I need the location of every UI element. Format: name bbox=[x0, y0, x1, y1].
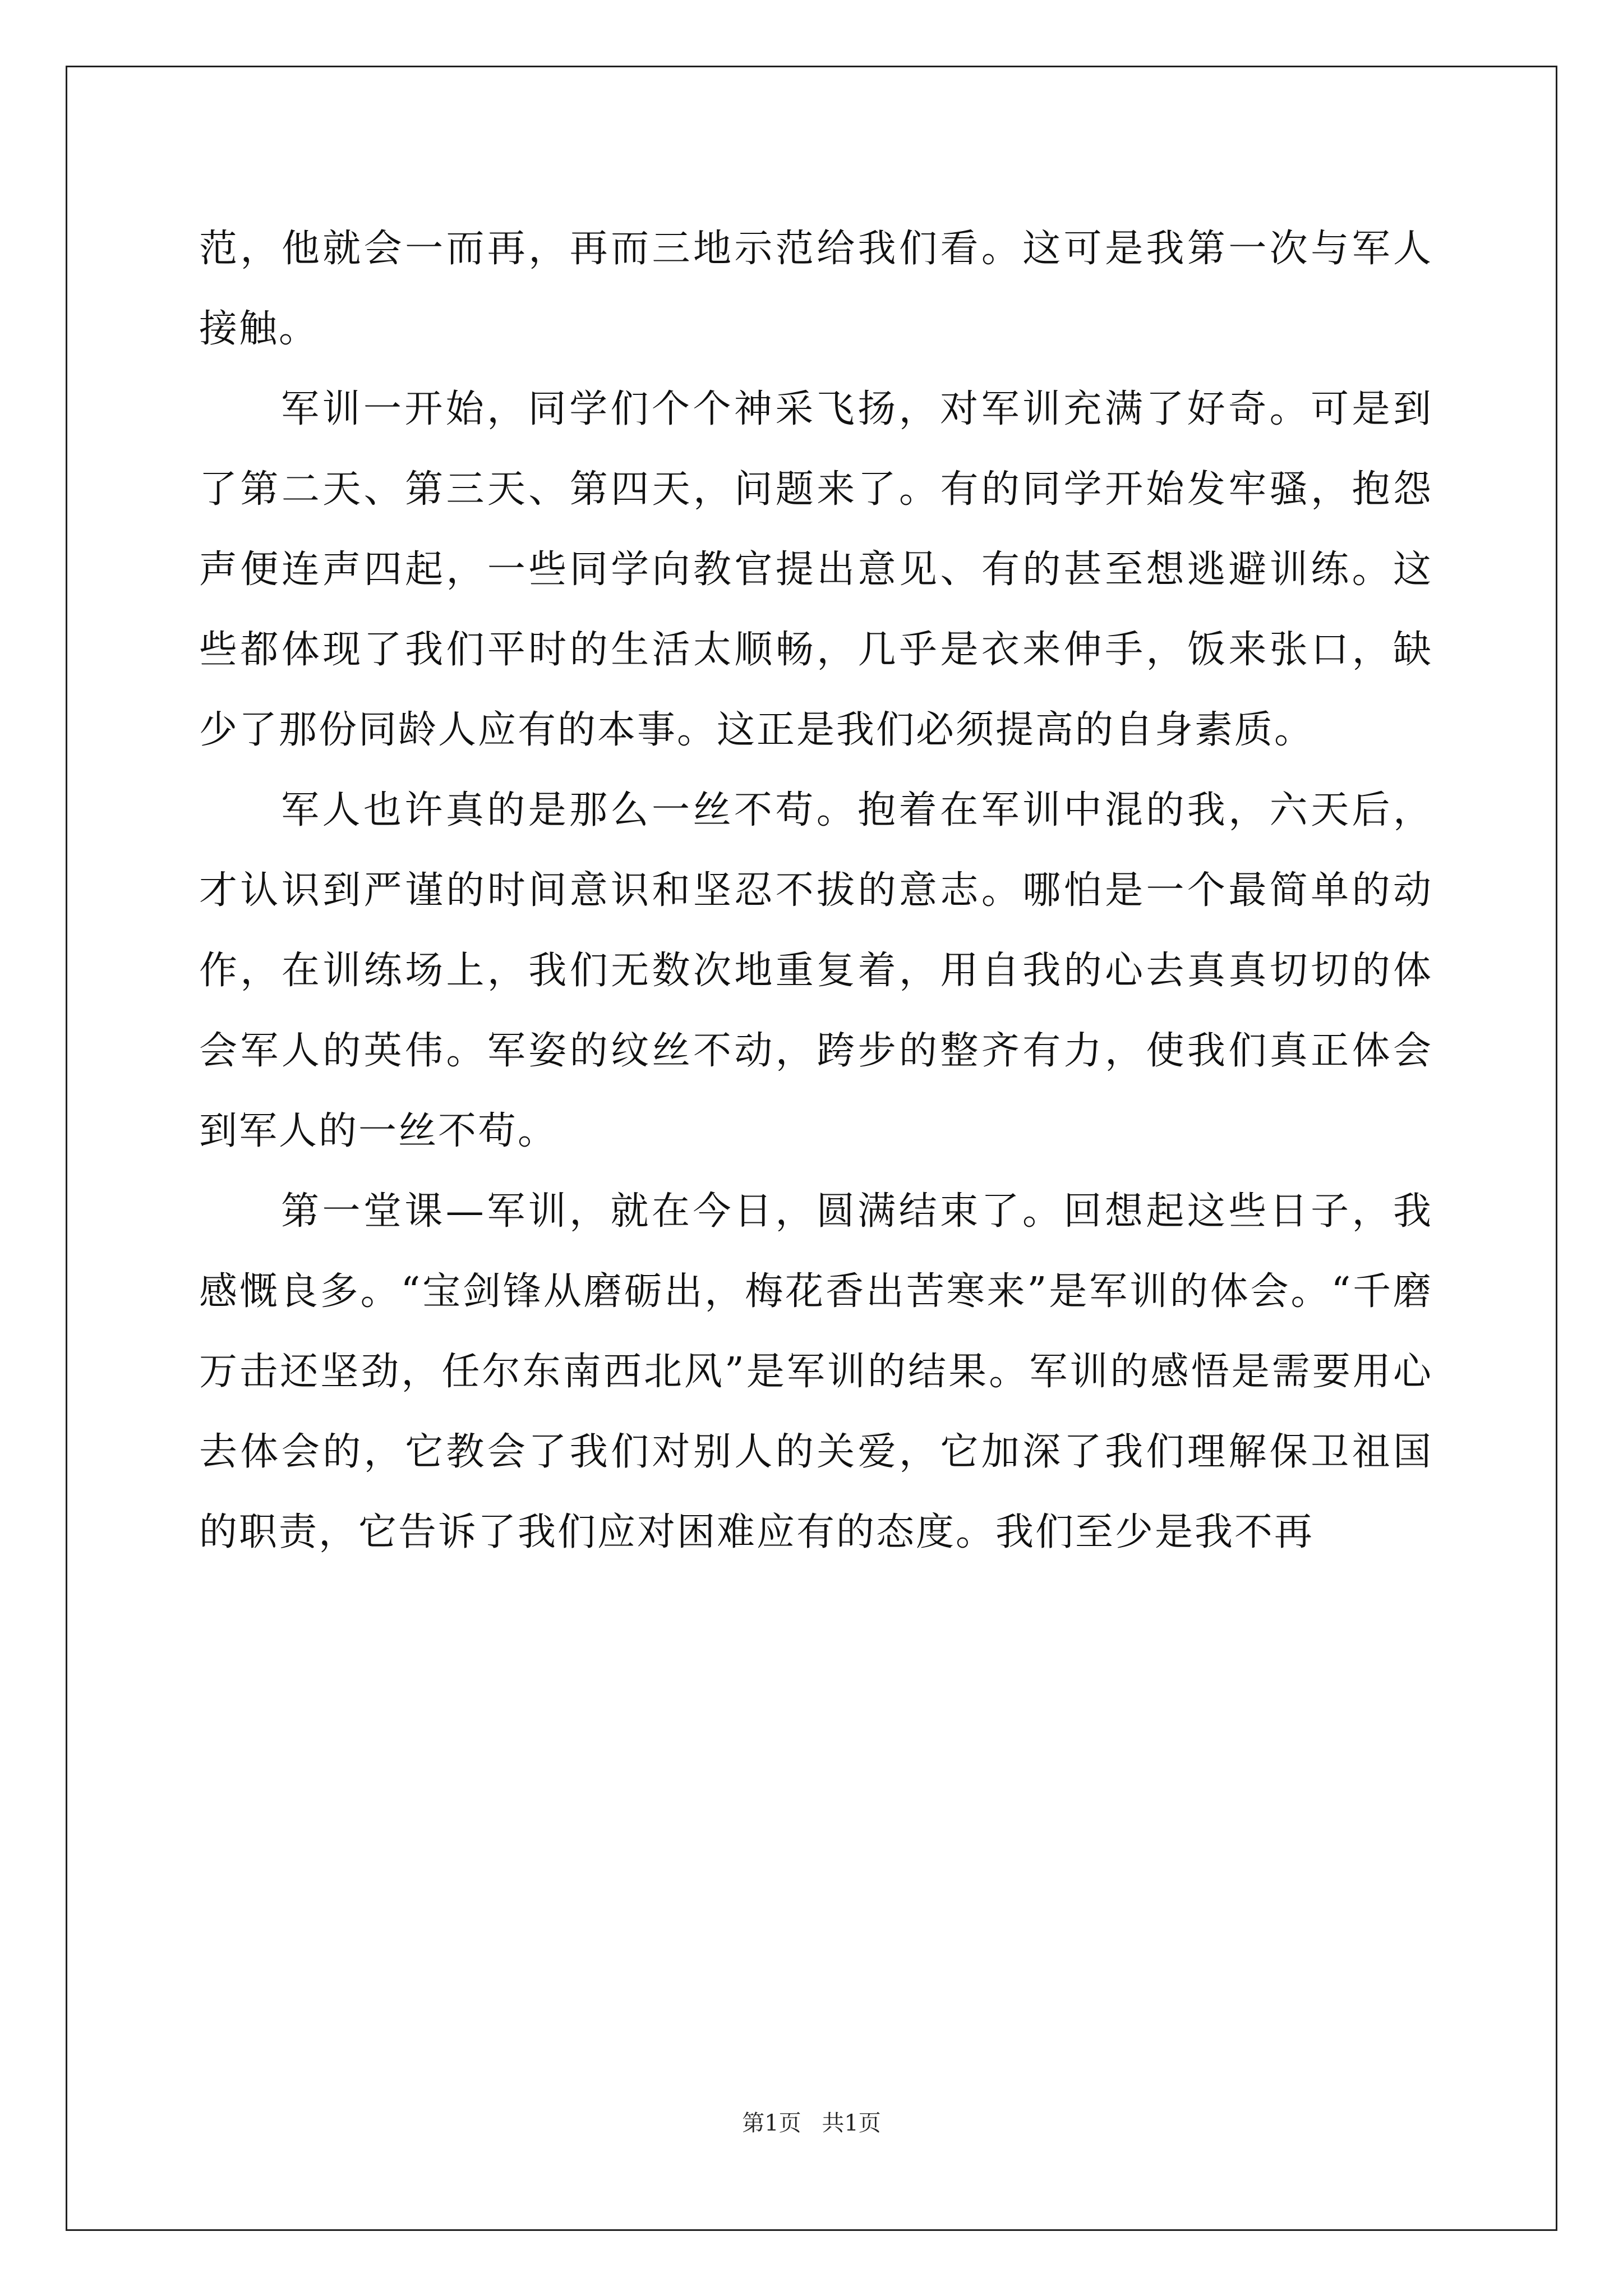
document-body bbox=[199, 209, 1433, 1572]
paragraph-soldier-discipline: 军人也许真的是那么一丝不苟。抱着在军训中混的我，六天后，才认识到严谨的时间意识和坚忍不拔的意志。哪怕是一个最简单的动作，在训练场上，我们无数次地重复着，用自我的心去真真切切的体会军人的英伟。军姿的纹丝不动，跨步的整齐有力，使我们真正体会到军人的一丝不苟。 bbox=[199, 788, 1433, 1153]
paragraph-military-training-start: 军训一开始，同学们个个神采飞扬，对军训充满了好奇。可是到了第二天、第三天、第四天，问题来了。有的同学开始发牢骚，抱怨声便连声四起，一些同学向教官提出意见、有的甚至想逃避训练。这些都体现了我们平时的生活太顺畅，几乎是衣来伸手，饭来张口，缺少了那份同龄人应有的本事。这正是我们必须提高的自身素质。 bbox=[199, 387, 1433, 752]
page-number: 第1页 bbox=[742, 2110, 801, 2136]
page-footer bbox=[0, 2106, 1623, 2140]
paragraph-training-conclusion: 第一堂课—军训，就在今日，圆满结束了。回想起这些日子，我感慨良多。“宝剑锋从磨砺出，梅花香出苦寒来”是军训的体会。“千磨万击还坚劲，任尔东南西北风”是军训的结果。军训的感悟是需要用心去体会的，它教会了我们对别人的关爱，它加深了我们理解保卫祖国的职责，它告诉了我们应对困难应有的态度。我们至少是我不再 bbox=[199, 1189, 1433, 1554]
paragraph-continuation: 范，他就会一而再，再而三地示范给我们看。这可是我第一次与军人接触。 bbox=[199, 227, 1433, 351]
page-total: 共1页 bbox=[822, 2110, 881, 2136]
